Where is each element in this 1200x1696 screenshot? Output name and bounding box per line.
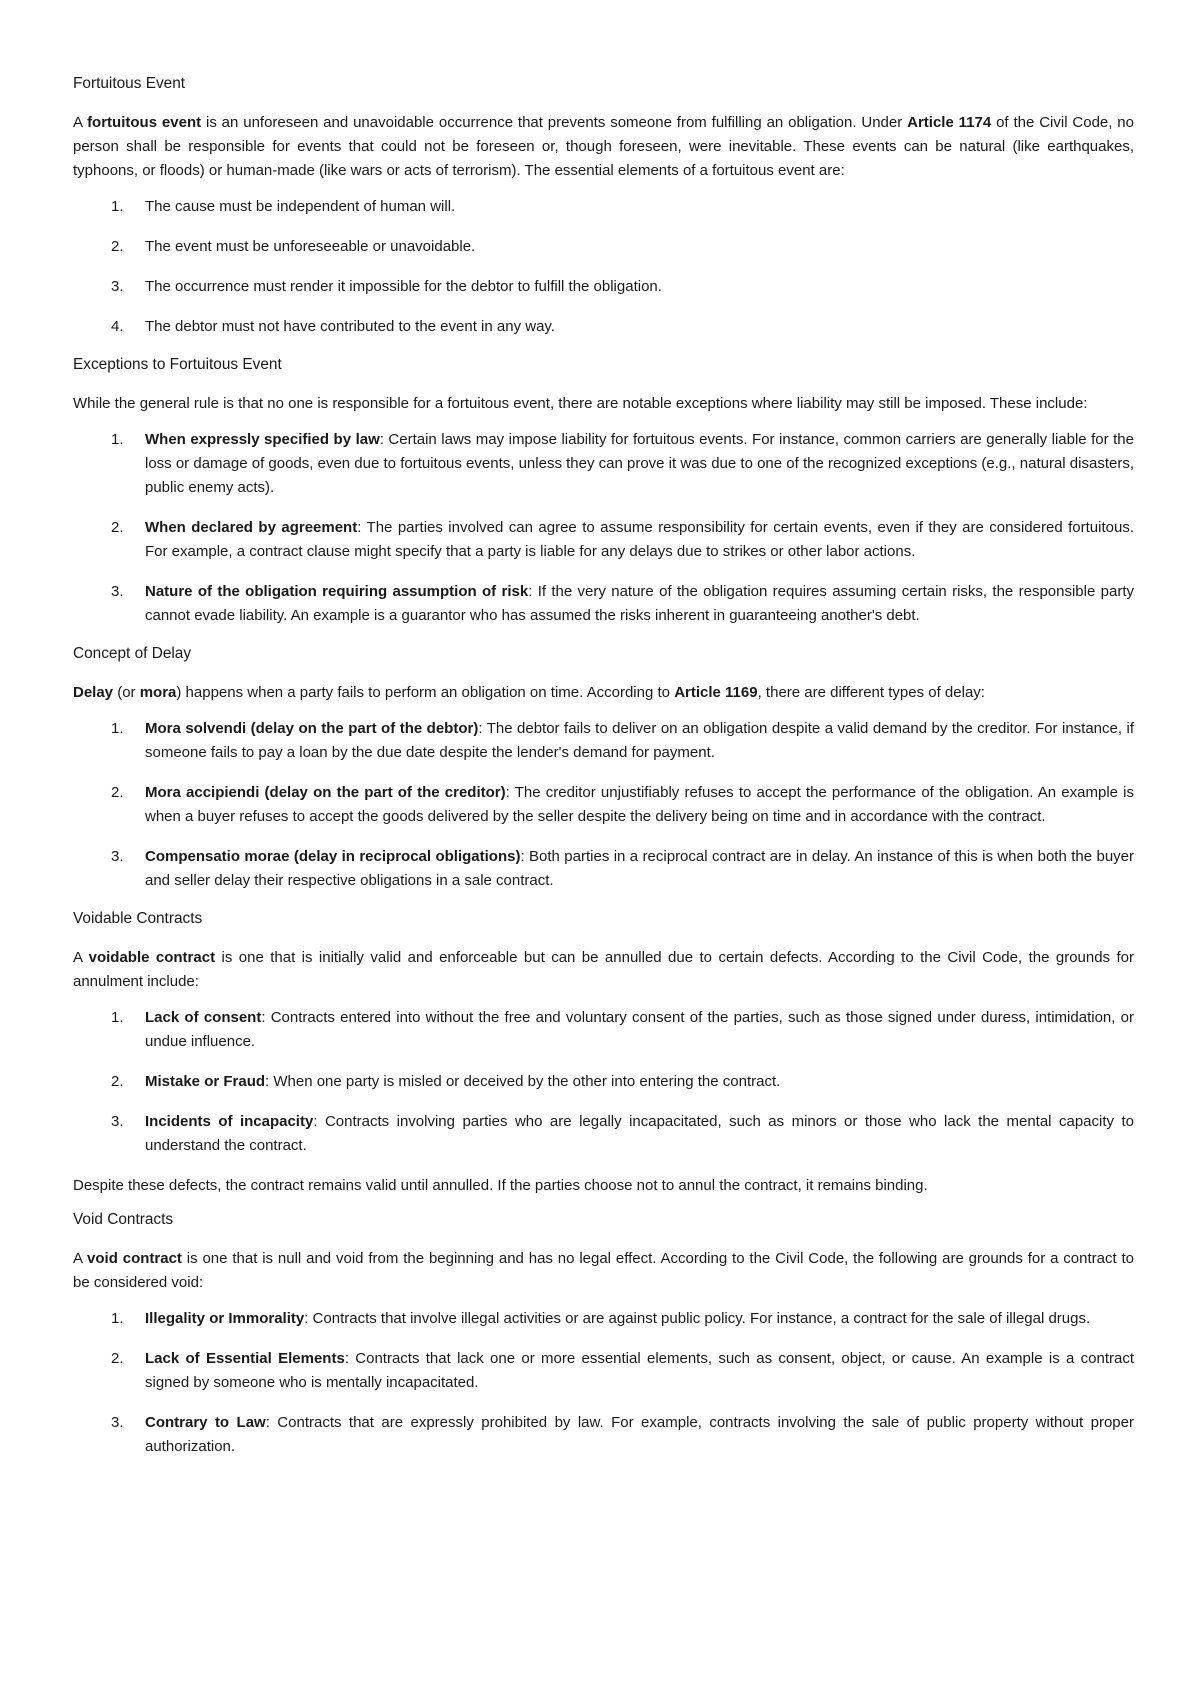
list-item-text: The occurrence must render it impossible for the debtor to fulfill the obligation. <box>145 278 662 295</box>
numbered-list <box>73 717 1134 893</box>
numbered-list <box>73 1006 1134 1158</box>
list-item-text: The debtor must not have contributed to the event in any way. <box>145 318 555 335</box>
list-number: 2. <box>111 519 124 536</box>
list-item <box>73 275 1134 299</box>
list-number: 1. <box>111 1009 124 1026</box>
list-item <box>73 580 1134 628</box>
list-item <box>73 1307 1134 1331</box>
list-number: 2. <box>111 1350 124 1367</box>
text-run: A <box>73 1250 88 1267</box>
list-item-text: : The debtor fails to deliver on an obligation despite a valid demand by the creditor. For instance, if someone fails to pay a loan by the due date despite the lender's demand for payment. <box>145 720 1134 761</box>
section-intro-paragraph <box>73 392 1134 416</box>
section <box>73 1210 1134 1459</box>
list-number: 2. <box>111 238 124 255</box>
list-number: 1. <box>111 198 124 215</box>
list-item <box>73 428 1134 500</box>
list-item-text: : Contracts entered into without the free and voluntary consent of the parties, such as those signed under duress, intimidation, or undue influence. <box>145 1009 1134 1050</box>
text-run: is one that is initially valid and enforceable but can be annulled due to certain defects. According to the Civil Code, the grounds for annulment include: <box>73 949 1134 990</box>
list-item-term: When declared by agreement <box>145 519 358 536</box>
list-item <box>73 845 1134 893</box>
list-item <box>73 1411 1134 1459</box>
list-number: 1. <box>111 1310 124 1327</box>
list-item-text: : If the very nature of the obligation requires assuming certain risks, the responsible party cannot evade liability. An example is a guarantor who has assumed the risks inherent in guaranteeing another's debt. <box>145 583 1135 624</box>
list-item <box>73 1070 1134 1094</box>
list-number: 3. <box>111 583 124 600</box>
list-item-term: Lack of Essential Elements <box>145 1350 345 1367</box>
text-run: of the Civil Code, no person shall be responsible for events that could not be foreseen or, though foreseen, were inevitable. These events can be natural (like earthquakes, typhoons, or floods) or human-made (like wars or acts of terrorism). The essential elements of a fortuitous event are: <box>73 114 1134 179</box>
list-item-term: Mora solvendi (delay on the part of the debtor) <box>145 720 479 737</box>
bold-term: Article 1174 <box>907 114 992 131</box>
list-item-text: : Both parties in a reciprocal contract are in delay. An instance of this is when both the buyer and seller delay their respective obligations in a sale contract. <box>145 848 1134 889</box>
list-item-text: : Contracts that lack one or more essential elements, such as consent, object, or cause. An example is a contract signed by someone who is mentally incapacitated. <box>145 1350 1134 1391</box>
section-intro-paragraph <box>73 1247 1134 1295</box>
section <box>73 74 1134 339</box>
list-item-term: Lack of consent <box>145 1009 262 1026</box>
list-item-text: : Certain laws may impose liability for fortuitous events. For instance, common carriers are generally liable for the loss or damage of goods, even due to fortuitous events, unless they can prove it was due to one of the recognized exceptions (e.g., natural disasters, public enemy acts). <box>145 431 1134 496</box>
list-item <box>73 717 1134 765</box>
list-item-text: : Contracts involving parties who are legally incapacitated, such as minors or those who lack the mental capacity to understand the contract. <box>145 1113 1134 1154</box>
text-run: is an unforeseen and unavoidable occurrence that prevents someone from fulfilling an obligation. Under <box>201 114 908 131</box>
list-item-text: : Contracts that are expressly prohibited by law. For example, contracts involving the sale of public property without proper authorization. <box>145 1414 1134 1455</box>
bold-term: Article 1169 <box>674 684 758 701</box>
list-number: 3. <box>111 278 124 295</box>
bold-term: Delay <box>73 684 114 701</box>
list-item <box>73 781 1134 829</box>
section-heading: Exceptions to Fortuitous Event <box>73 356 282 373</box>
text-run: A <box>73 114 88 131</box>
text-run: While the general rule is that no one is responsible for a fortuitous event, there are notable exceptions where liability may still be imposed. These include: <box>73 395 1088 412</box>
text-run: is one that is null and void from the beginning and has no legal effect. According to the Civil Code, the following are grounds for a contract to be considered void: <box>73 1250 1134 1291</box>
numbered-list <box>73 195 1134 339</box>
list-item-term: Incidents of incapacity <box>145 1113 314 1130</box>
text-run: A <box>73 949 89 966</box>
list-item-term: Contrary to Law <box>145 1414 266 1431</box>
list-item-text: : The creditor unjustifiably refuses to accept the performance of the obligation. An example is when a buyer refuses to accept the goods delivered by the seller despite the delivery being on time and in accordance with the contract. <box>145 784 1135 825</box>
list-number: 3. <box>111 848 124 865</box>
numbered-list <box>73 428 1134 628</box>
list-item <box>73 1347 1134 1395</box>
list-item-term: Compensatio morae (delay in reciprocal obligations) <box>145 848 521 865</box>
list-item-text: : Contracts that involve illegal activities or are against public policy. For instance, a contract for the sale of illegal drugs. <box>304 1310 1091 1327</box>
section-intro-paragraph <box>73 681 1134 705</box>
text-run: (or <box>113 684 140 701</box>
list-number: 1. <box>111 431 124 448</box>
text-run: ) happens when a party fails to perform an obligation on time. According to <box>176 684 675 701</box>
section-heading: Fortuitous Event <box>73 75 186 92</box>
section <box>73 909 1134 1198</box>
list-item <box>73 315 1134 339</box>
section-intro-paragraph <box>73 946 1134 994</box>
bold-term: mora <box>139 684 177 701</box>
list-number: 2. <box>111 784 124 801</box>
list-item-term: When expressly specified by law <box>145 431 380 448</box>
bold-term: voidable contract <box>88 949 216 966</box>
list-item-text: : When one party is misled or deceived by the other into entering the contract. <box>265 1073 781 1090</box>
section <box>73 355 1134 628</box>
bold-term: fortuitous event <box>87 114 202 131</box>
section-heading: Void Contracts <box>73 1211 174 1228</box>
list-item-term: Nature of the obligation requiring assumption of risk <box>145 583 529 600</box>
list-item-term: Illegality or Immorality <box>145 1310 305 1327</box>
list-item <box>73 516 1134 564</box>
list-item <box>73 1110 1134 1158</box>
list-number: 2. <box>111 1073 124 1090</box>
section-heading: Concept of Delay <box>73 645 192 662</box>
list-number: 4. <box>111 318 124 335</box>
list-item-term: Mistake or Fraud <box>145 1073 266 1090</box>
list-item-term: Mora accipiendi (delay on the part of the creditor) <box>145 784 506 801</box>
section-heading: Voidable Contracts <box>73 910 203 927</box>
document-body <box>73 74 1134 1459</box>
list-item-text: The cause must be independent of human will. <box>145 198 456 215</box>
list-item-text: The event must be unforeseeable or unavoidable. <box>145 238 476 255</box>
section <box>73 644 1134 893</box>
list-number: 1. <box>111 720 124 737</box>
numbered-list <box>73 1307 1134 1459</box>
list-number: 3. <box>111 1113 124 1130</box>
section-intro-paragraph <box>73 111 1134 183</box>
list-item <box>73 195 1134 219</box>
list-number: 3. <box>111 1414 124 1431</box>
list-item-text: : The parties involved can agree to assume responsibility for certain events, even if they are considered fortuitous. For example, a contract clause might specify that a party is liable for any delays due to strikes or other labor actions. <box>145 519 1134 560</box>
text-run: , there are different types of delay: <box>757 684 985 701</box>
bold-term: void contract <box>87 1250 182 1267</box>
list-item <box>73 235 1134 259</box>
list-item <box>73 1006 1134 1054</box>
section-closing-paragraph: Despite these defects, the contract remains valid until annulled. If the parties choose not to annul the contract, it remains binding. <box>73 1177 928 1194</box>
